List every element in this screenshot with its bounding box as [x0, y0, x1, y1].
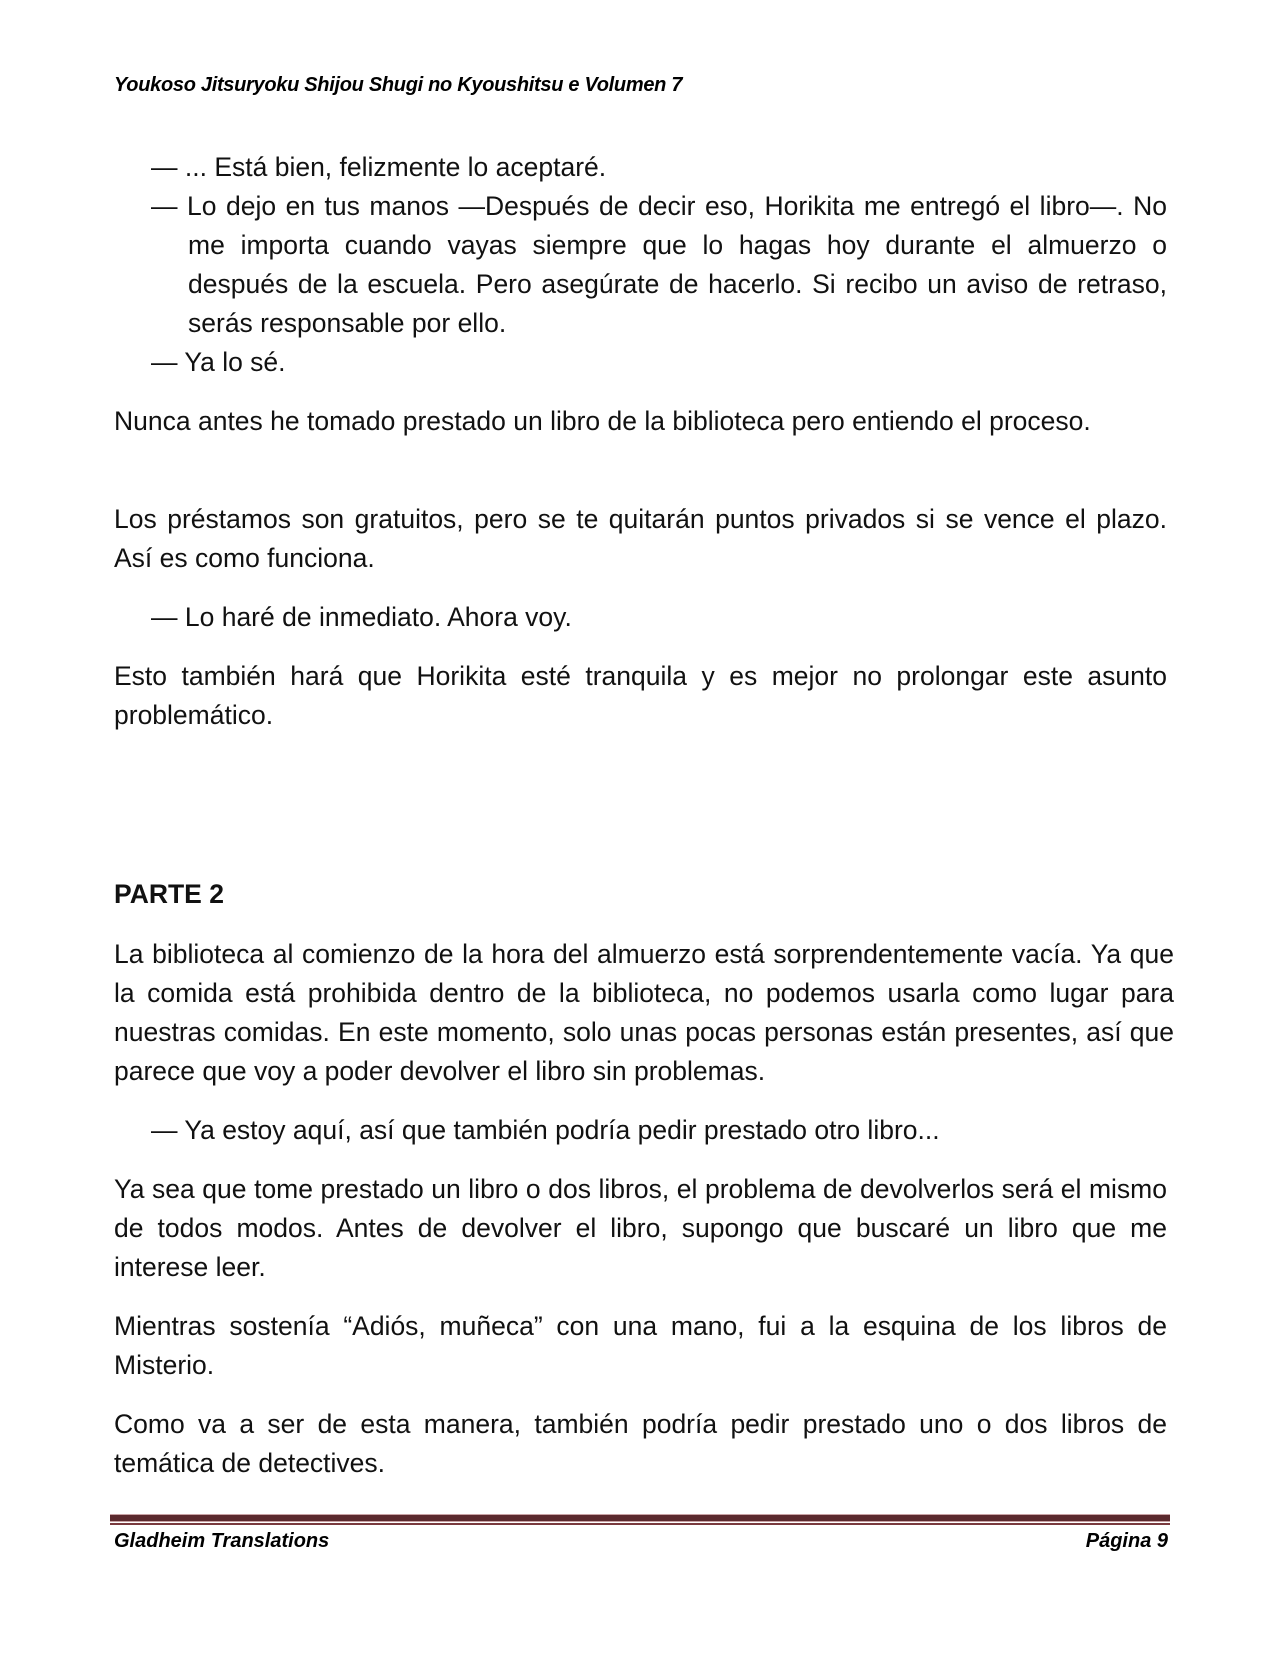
dialog-line: — ... Está bien, felizmente lo aceptaré. [151, 152, 607, 182]
page-number: Página 9 [1085, 1530, 1168, 1552]
dialog-line: — Ya lo sé. [151, 347, 286, 377]
section-heading: PARTE 2 [114, 879, 224, 909]
paragraph: Esto también hará que Horikita esté tranquila y es mejor no prolongar este asunto problemático. [114, 661, 1167, 730]
dialog-line: — Lo dejo en tus manos —Después de decir eso, Horikita me entregó el libro—. No me importa cuando vayas siempre que lo hagas hoy durante el almuerzo o después de la escuela. Pero asegúrate de hacerlo. Si recibo un aviso de retraso, serás responsable por ello. [151, 191, 1167, 338]
dialog-line: — Ya estoy aquí, así que también podría pedir prestado otro libro... [151, 1115, 940, 1145]
paragraph: Como va a ser de esta manera, también podría pedir prestado uno o dos libros de temática de detectives. [114, 1409, 1167, 1478]
paragraph: Nunca antes he tomado prestado un libro de la biblioteca pero entiendo el proceso. [114, 406, 1091, 436]
paragraph: Ya sea que tome prestado un libro o dos libros, el problema de devolverlos será el mismo de todos modos. Antes de devolver el libro, supongo que buscaré un libro que me interese leer. [114, 1174, 1167, 1282]
footer-rule [110, 1514, 1170, 1522]
paragraph: La biblioteca al comienzo de la hora del almuerzo está sorprendentemente vacía. Ya que la comida está prohibida dentro de la biblioteca, no podemos usarla como lugar para nuestras comidas. En este momento, solo unas pocas personas están presentes, así que parece que voy a poder devolver el libro sin problemas. [114, 939, 1174, 1086]
paragraph: Mientras sostenía “Adiós, muñeca” con una mano, fui a la esquina de los libros de Misterio. [114, 1311, 1167, 1380]
dialog-line: — Lo haré de inmediato. Ahora voy. [151, 602, 572, 632]
footer-rule-thin [110, 1523, 1170, 1525]
running-header: Youkoso Jitsuryoku Shijou Shugi no Kyoushitsu e Volumen 7 [114, 74, 683, 96]
paragraph: Los préstamos son gratuitos, pero se te quitarán puntos privados si se vence el plazo. Así es como funciona. [114, 504, 1167, 573]
footer-translator: Gladheim Translations [114, 1530, 330, 1552]
